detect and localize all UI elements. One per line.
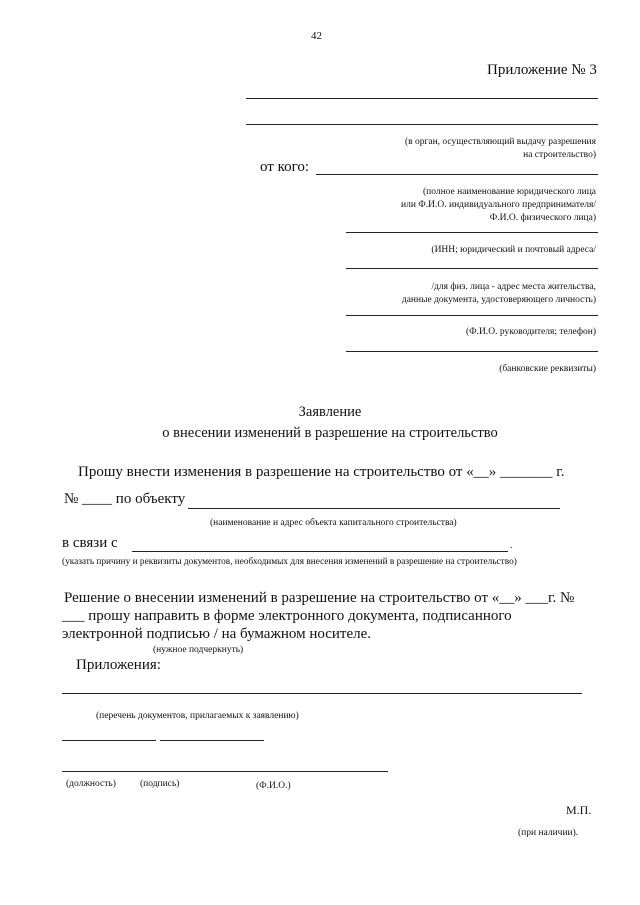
attachments-label: Приложения:: [76, 657, 161, 673]
stamp-label: М.П.: [566, 803, 592, 817]
applicant-caption-2: или Ф.И.О. индивидуального предпринимателя/: [401, 200, 596, 210]
object-caption: (наименование и адрес объекта капитального строительства): [210, 518, 457, 528]
page-number: 42: [311, 30, 322, 42]
decision-line-1: Решение о внесении изменений в разрешение на строительство от «__» ___г. №: [64, 590, 575, 606]
reason-line[interactable]: [132, 551, 508, 552]
fio-caption: (Ф.И.О.): [256, 781, 291, 791]
reason-period: .: [510, 541, 513, 551]
authority-caption-1: (в орган, осуществляющий выдачу разрешения: [404, 137, 596, 147]
applicant-caption-1: (полное наименование юридического лица: [422, 187, 596, 197]
bank-caption: (банковские реквизиты): [499, 364, 596, 374]
underline-caption: (нужное подчеркнуть): [153, 645, 244, 655]
bank-line[interactable]: [346, 351, 598, 352]
inn-caption: (ИНН; юридический и почтовый адреса/: [431, 245, 596, 255]
stamp-note: (при наличии).: [518, 828, 579, 838]
reason-label: в связи с: [62, 535, 118, 551]
request-line-1: Прошу внести изменения в разрешение на строительство от «__» _______ г.: [78, 464, 565, 480]
signature-line[interactable]: [160, 740, 264, 741]
document-title: Заявление: [298, 404, 362, 420]
reason-caption: (указать причину и реквизиты документов, необходимых для внесения изменений в разрешение на строительство): [62, 557, 517, 567]
position-line[interactable]: [62, 740, 156, 741]
from-line[interactable]: [316, 174, 598, 175]
fio-line[interactable]: [62, 771, 388, 772]
decision-line-3: электронной подписью / на бумажном носителе.: [62, 626, 372, 642]
request-number-label: № ____ по объекту: [64, 491, 186, 507]
document-subtitle: о внесении изменений в разрешение на строительство: [162, 425, 498, 441]
inn-line[interactable]: [346, 232, 598, 233]
authority-line-1[interactable]: [246, 98, 598, 99]
position-caption: (должность): [66, 779, 116, 789]
head-caption: (Ф.И.О. руководителя; телефон): [465, 327, 596, 337]
attachments-caption: (перечень документов, прилагаемых к заявлению): [96, 711, 299, 721]
authority-caption-2: на строительство): [523, 150, 596, 160]
authority-line-2[interactable]: [246, 124, 598, 125]
head-line[interactable]: [346, 315, 598, 316]
signature-caption: (подпись): [140, 779, 180, 789]
from-label: от кого:: [260, 159, 310, 175]
attachments-line[interactable]: [62, 693, 582, 694]
physical-caption-1: /для физ. лица - адрес места жительства,: [431, 282, 596, 292]
appendix-label: Приложение № 3: [487, 62, 597, 78]
object-line[interactable]: [188, 508, 560, 509]
physical-line[interactable]: [346, 268, 598, 269]
applicant-caption-3: Ф.И.О. физического лица): [489, 213, 596, 223]
physical-caption-2: данные документа, удостоверяющего личность): [401, 295, 596, 305]
decision-line-2: ___ прошу направить в форме электронного документа, подписанного: [62, 608, 512, 624]
